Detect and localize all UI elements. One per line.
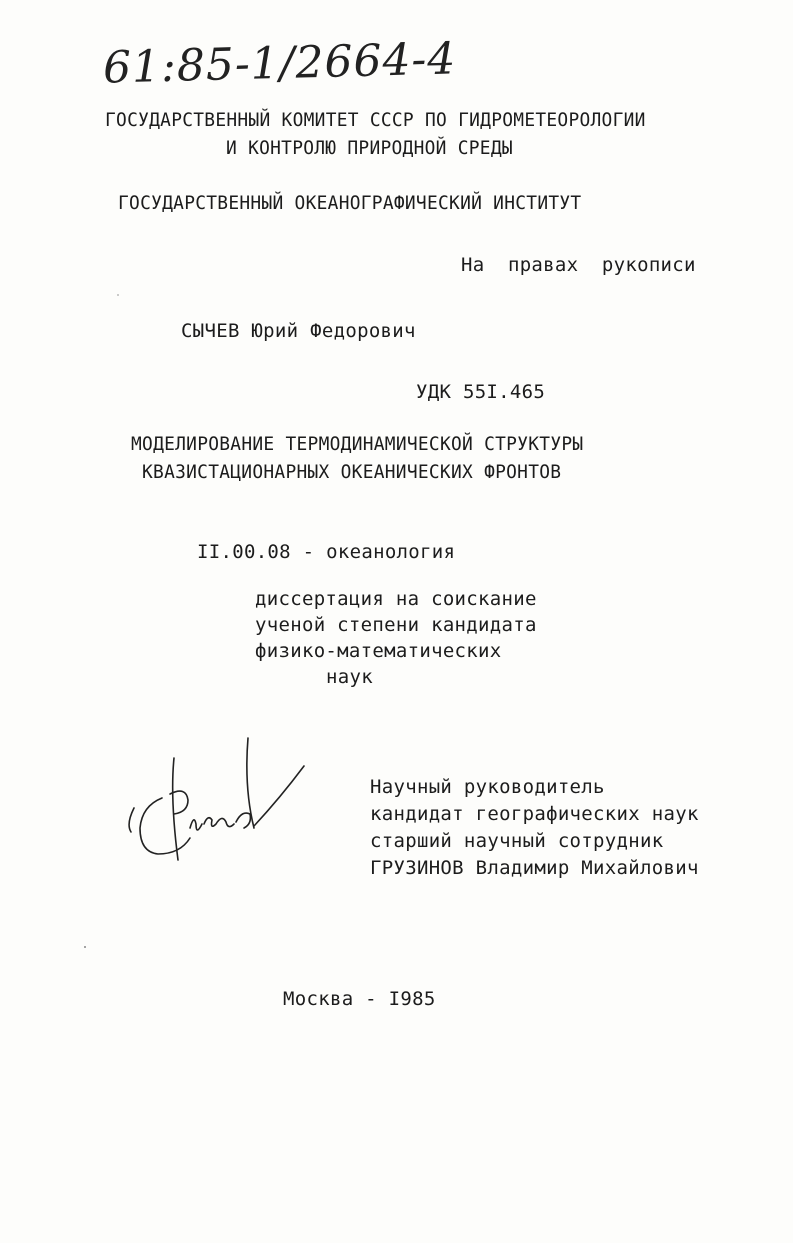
thesis-title-line-1: МОДЕЛИРОВАНИЕ ТЕРМОДИНАМИЧЕСКОЙ СТРУКТУРЫ bbox=[131, 433, 584, 455]
supervisor-line-2: кандидат географических наук bbox=[370, 803, 699, 825]
manuscript-rights: На правах рукописи bbox=[461, 254, 696, 276]
dissertation-line-2: ученой степени кандидата bbox=[255, 614, 537, 636]
supervisor-line-3: старший научный сотрудник bbox=[370, 830, 664, 852]
committee-line-1: ГОСУДАРСТВЕННЫЙ КОМИТЕТ СССР ПО ГИДРОМЕТЕОРОЛОГИИ bbox=[105, 109, 646, 131]
author-name: СЫЧЕВ Юрий Федорович bbox=[181, 320, 416, 342]
archive-number: 61:85-1/2664-4 bbox=[102, 33, 457, 94]
dissertation-line-3: физико-математических bbox=[255, 640, 502, 662]
committee-line-2: И КОНТРОЛЮ ПРИРОДНОЙ СРЕДЫ bbox=[226, 137, 513, 159]
thesis-title-line-2: КВАЗИСТАЦИОНАРНЫХ ОКЕАНИЧЕСКИХ ФРОНТОВ bbox=[142, 461, 562, 483]
scan-speck bbox=[84, 946, 86, 948]
supervisor-line-4: ГРУЗИНОВ Владимир Михайлович bbox=[370, 857, 699, 879]
specialty-code: II.00.08 - океанология bbox=[197, 541, 456, 563]
supervisor-line-1: Научный руководитель bbox=[370, 776, 605, 798]
scan-speck bbox=[117, 294, 119, 296]
dissertation-line-1: диссертация на соискание bbox=[255, 588, 537, 610]
udc-code: УДК 55I.465 bbox=[416, 381, 546, 403]
city-year: Москва - I985 bbox=[283, 988, 436, 1010]
institute-name: ГОСУДАРСТВЕННЫЙ ОКЕАНОГРАФИЧЕСКИЙ ИНСТИТУТ bbox=[118, 192, 582, 214]
dissertation-line-4: наук bbox=[326, 666, 373, 688]
author-signature bbox=[112, 728, 312, 882]
archive-number-handwritten bbox=[102, 33, 457, 93]
